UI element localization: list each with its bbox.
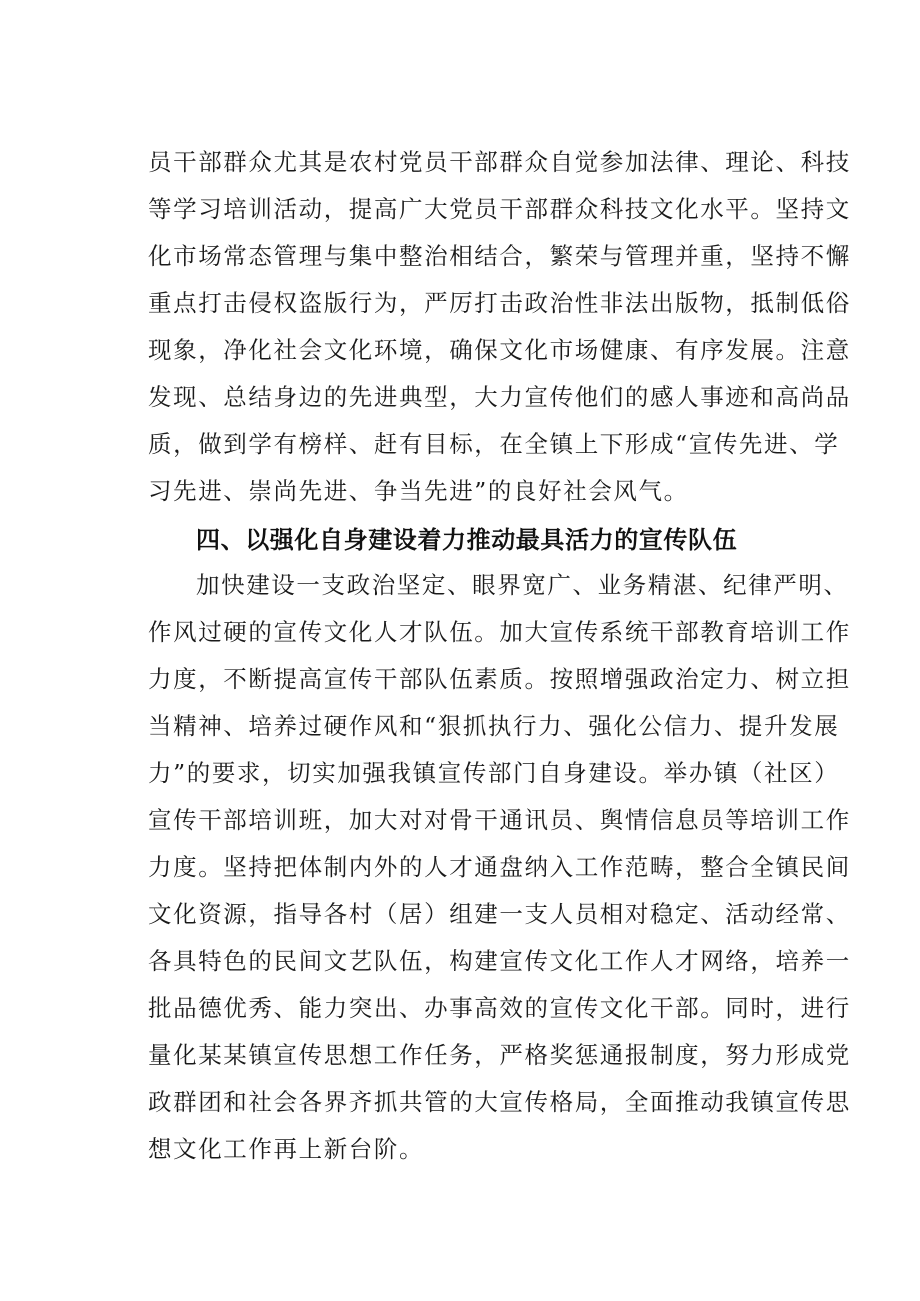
paragraph-line: 文化资源，指导各村（居）组建一支人员相对稳定、活动经常、 bbox=[148, 900, 851, 928]
paragraph-line: 力度，不断提高宣传干部队伍素质。按照增强政治定力、树立担 bbox=[148, 665, 851, 693]
paragraph-line: 质，做到学有榜样、赶有目标，在全镇上下形成“宣传先进、学 bbox=[148, 430, 840, 458]
paragraph-line: 当精神、培养过硬作风和“狠抓执行力、强化公信力、提升发展 bbox=[148, 712, 840, 740]
paragraph-line: 重点打击侵权盗版行为，严厉打击政治性非法出版物，抵制低俗 bbox=[148, 289, 851, 317]
paragraph-line: 等学习培训活动，提高广大党员干部群众科技文化水平。坚持文 bbox=[148, 195, 851, 223]
section-heading: 四、以强化自身建设着力推动最具活力的宣传队伍 bbox=[196, 526, 738, 554]
paragraph-line: 发现、总结身边的先进典型，大力宣传他们的感人事迹和高尚品 bbox=[148, 383, 851, 411]
paragraph-line: 习先进、崇尚先进、争当先进”的良好社会风气。 bbox=[148, 477, 689, 505]
paragraph-line: 现象，净化社会文化环境，确保文化市场健康、有序发展。注意 bbox=[148, 336, 851, 364]
paragraph-line: 作风过硬的宣传文化人才队伍。加大宣传系统干部教育培训工作 bbox=[148, 618, 851, 646]
paragraph-line: 各具特色的民间文艺队伍，构建宣传文化工作人才网络，培养一 bbox=[148, 947, 851, 975]
paragraph-line: 员干部群众尤其是农村党员干部群众自觉参加法律、理论、科技 bbox=[148, 148, 851, 176]
paragraph-line: 政群团和社会各界齐抓共管的大宣传格局，全面推动我镇宣传思 bbox=[148, 1088, 851, 1116]
paragraph-line: 批品德优秀、能力突出、办事高效的宣传文化干部。同时，进行 bbox=[148, 994, 851, 1022]
paragraph-line: 宣传干部培训班，加大对对骨干通讯员、舆情信息员等培训工作 bbox=[148, 806, 851, 834]
paragraph-line: 想文化工作再上新台阶。 bbox=[148, 1135, 425, 1163]
paragraph-line: 加快建设一支政治坚定、眼界宽广、业务精湛、纪律严明、 bbox=[196, 571, 849, 599]
paragraph-line: 量化某某镇宣传思想工作任务，严格奖惩通报制度，努力形成党 bbox=[148, 1041, 851, 1069]
paragraph-line: 化市场常态管理与集中整治相结合，繁荣与管理并重，坚持不懈 bbox=[148, 242, 851, 270]
paragraph-line: 力”的要求，切实加强我镇宣传部门自身建设。举办镇（社区） bbox=[148, 759, 840, 787]
paragraph-line: 力度。坚持把体制内外的人才通盘纳入工作范畴，整合全镇民间 bbox=[148, 853, 851, 881]
